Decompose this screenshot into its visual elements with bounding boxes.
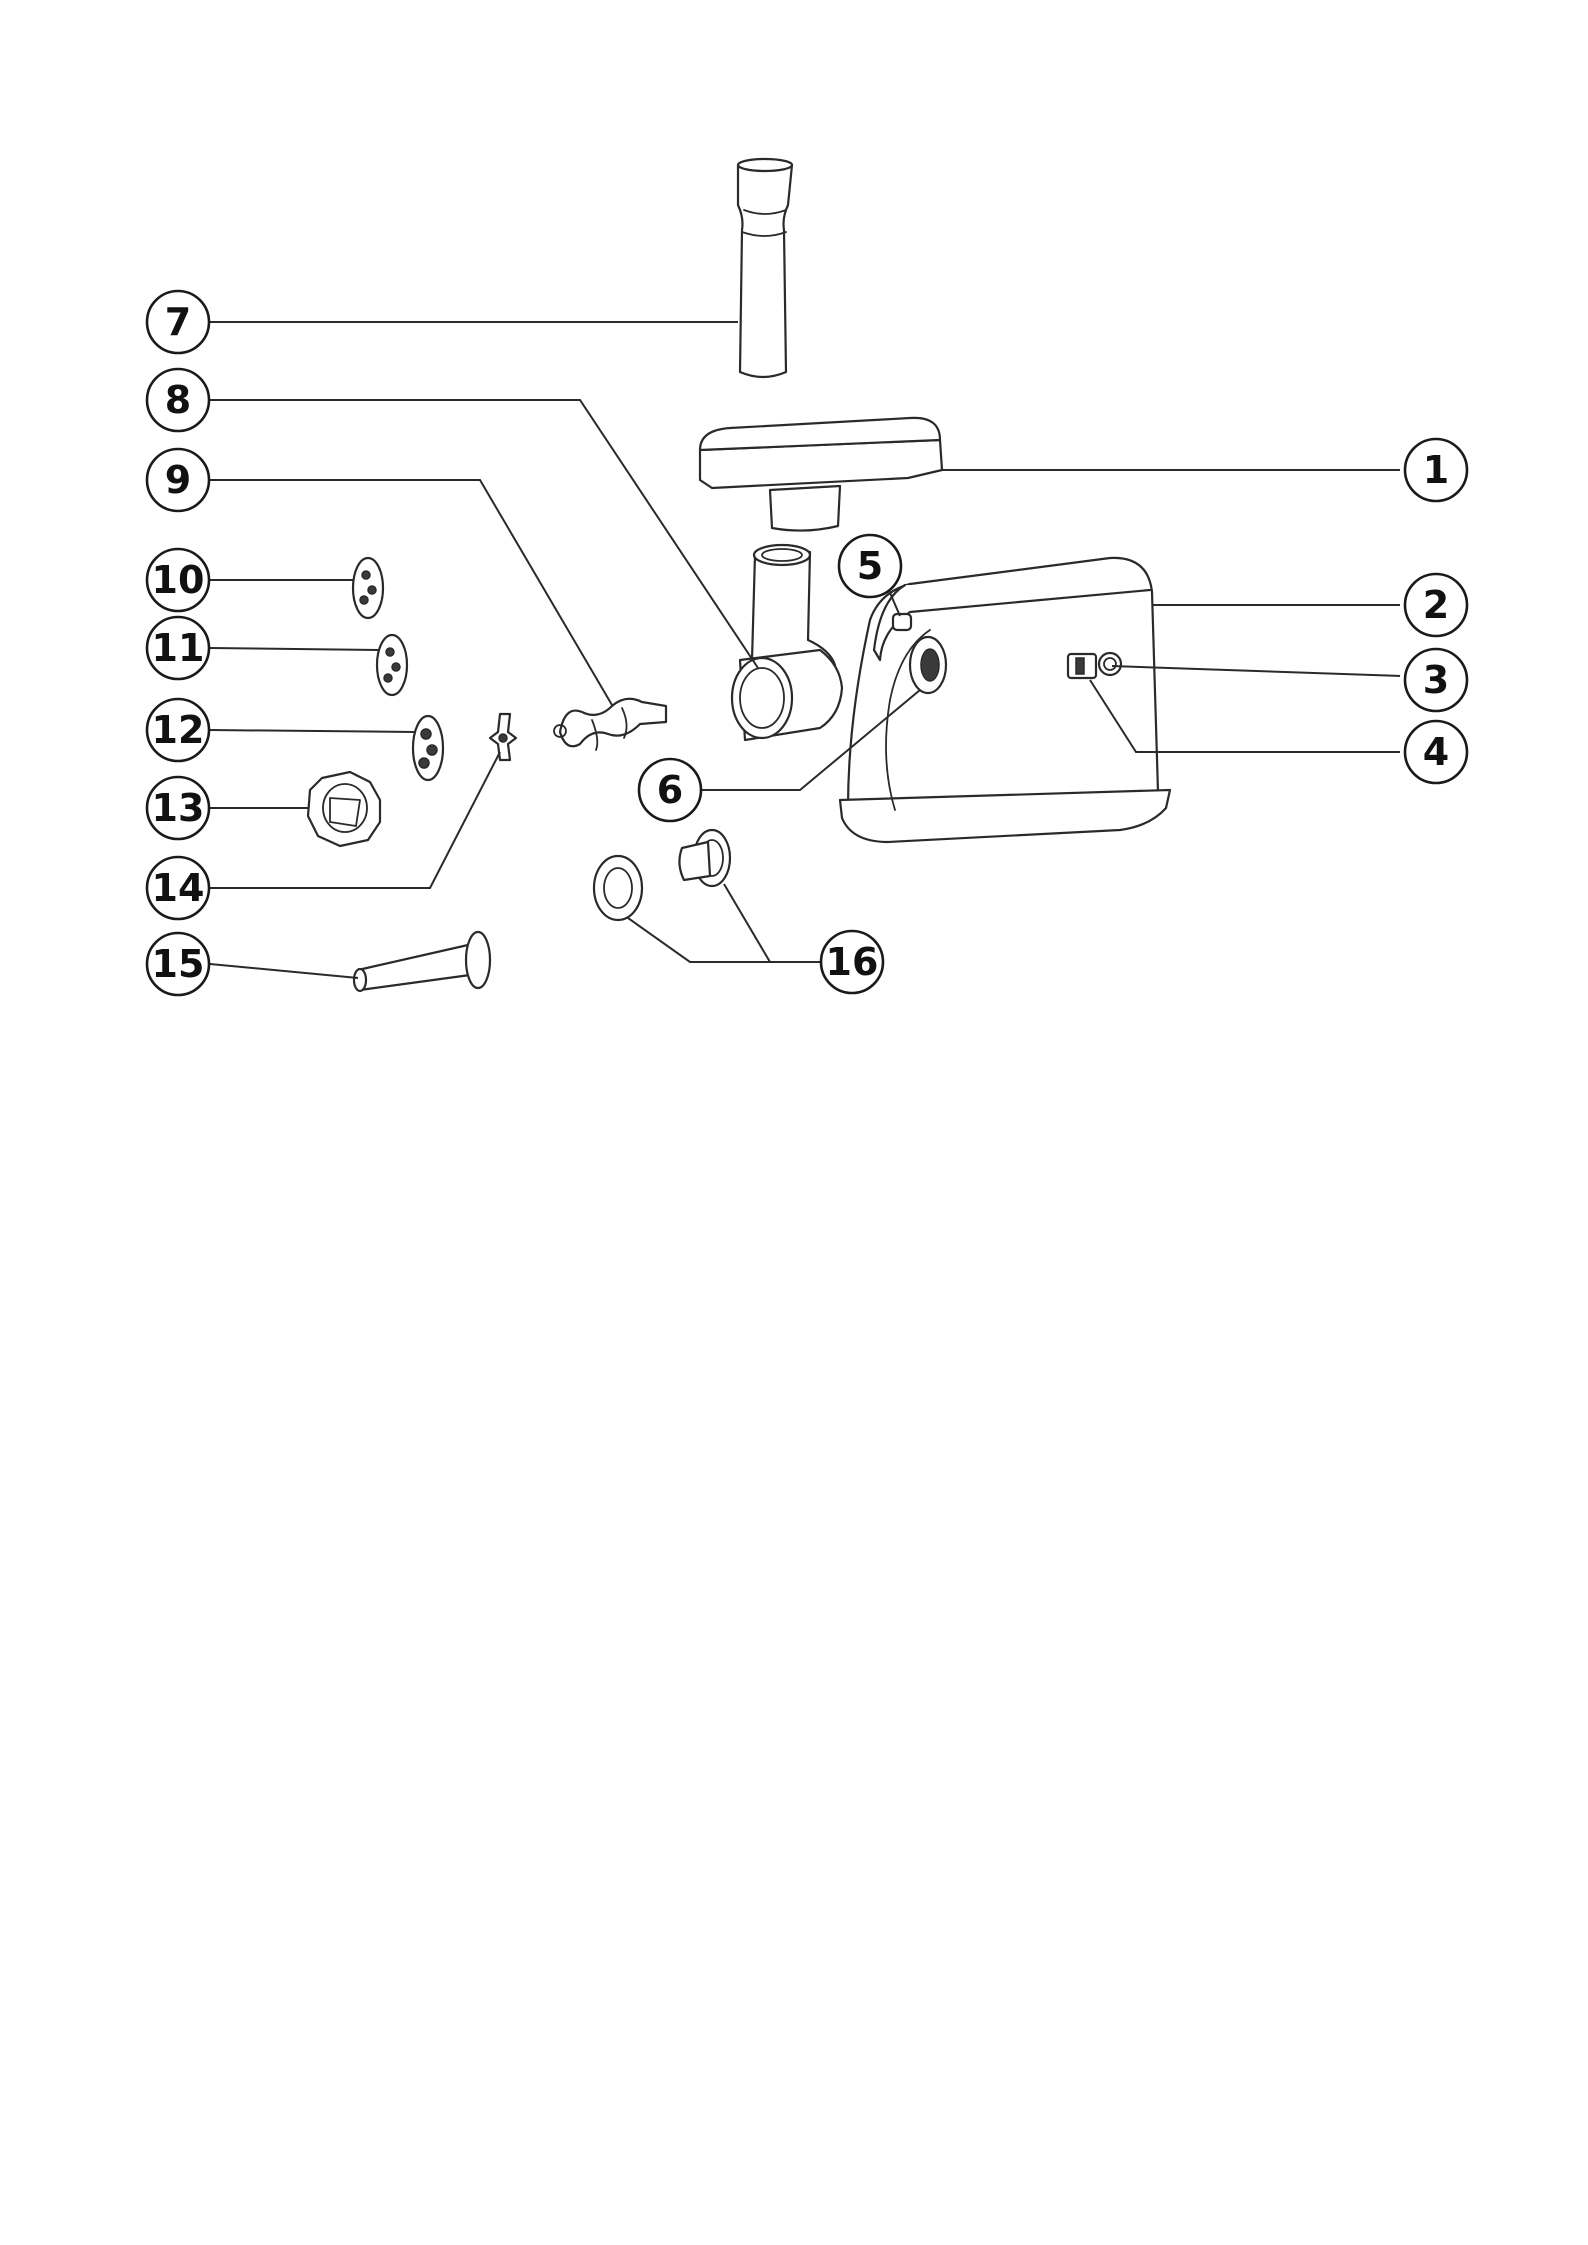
callout-9 (147, 449, 209, 511)
cutting-plate-medium-part (377, 635, 407, 695)
ring-nut-part (308, 772, 380, 846)
callout-15-label: 15 (151, 942, 205, 986)
callout-5 (839, 535, 901, 597)
callout-7 (147, 291, 209, 353)
kubbe-attachment-part (594, 830, 730, 920)
cutting-blade-part (490, 714, 516, 760)
callout-3-label: 3 (1422, 658, 1450, 702)
callout-10-label: 10 (151, 558, 205, 602)
callout-6-label: 6 (656, 768, 684, 812)
callout-2-label: 2 (1422, 583, 1450, 627)
callout-11 (147, 617, 209, 679)
reverse-button-part (1099, 653, 1121, 675)
leader-16a (724, 884, 820, 962)
callout-11-label: 11 (151, 626, 205, 670)
cutting-plate-fine-part (353, 558, 383, 618)
leader-15 (210, 964, 358, 978)
grinder-head-part (732, 545, 842, 740)
auger-part (554, 699, 666, 750)
cutting-plate-coarse-part (413, 716, 443, 780)
callout-4 (1405, 721, 1467, 783)
leader-16b (628, 918, 820, 962)
callout-12 (147, 699, 209, 761)
pusher-part (738, 159, 792, 377)
callout-6 (639, 759, 701, 821)
callout-5-label: 5 (856, 544, 884, 588)
motor-body-part (840, 558, 1170, 842)
callout-14-label: 14 (151, 866, 205, 910)
callout-2 (1405, 574, 1467, 636)
tray-part (700, 418, 942, 531)
leader-12 (210, 730, 414, 732)
callout-4-label: 4 (1422, 730, 1450, 774)
leader-8 (210, 400, 758, 668)
callout-8 (147, 369, 209, 431)
callout-15 (147, 933, 209, 995)
callout-7-label: 7 (164, 300, 192, 344)
sausage-nozzle-part (354, 932, 490, 991)
callout-8-label: 8 (164, 378, 192, 422)
callout-1 (1405, 439, 1467, 501)
callout-16 (821, 931, 883, 993)
callout-9-label: 9 (164, 458, 192, 502)
callout-10 (147, 549, 209, 611)
leader-11 (210, 648, 378, 650)
callout-13 (147, 777, 209, 839)
callout-13-label: 13 (151, 786, 205, 830)
callout-14 (147, 857, 209, 919)
callout-16-label: 16 (825, 940, 879, 984)
leader-9 (210, 480, 612, 705)
callout-12-label: 12 (151, 708, 205, 752)
callout-1-label: 1 (1422, 448, 1450, 492)
callout-3 (1405, 649, 1467, 711)
release-button-part (893, 614, 911, 630)
